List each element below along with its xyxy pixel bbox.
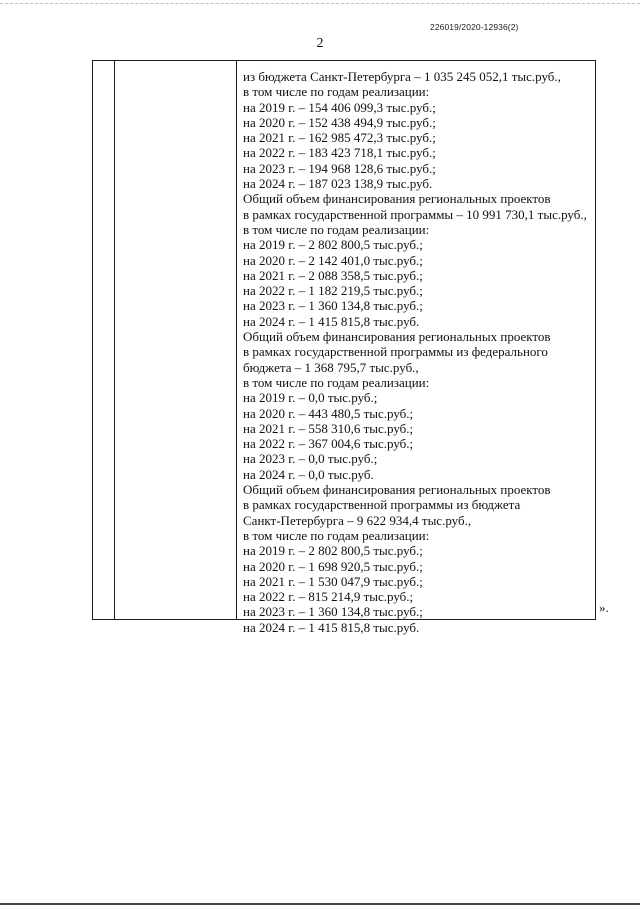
text-line: на 2021 г. – 2 088 358,5 тыс.руб.; [243, 267, 423, 283]
text-line: на 2023 г. – 1 360 134,8 тыс.руб.; [243, 604, 423, 620]
text-line: на 2023 г. – 1 360 134,8 тыс.руб.; [243, 298, 423, 314]
text-line: в том числе по годам реализации: [243, 527, 430, 543]
text-line: на 2019 г. – 154 406 099,3 тыс.руб.; [243, 99, 436, 115]
text-line: Общий объем финансирования региональных проектов [243, 329, 551, 345]
text-line: на 2020 г. – 152 438 494,9 тыс.руб.; [243, 114, 436, 130]
text-line: на 2020 г. – 1 698 920,5 тыс.руб.; [243, 558, 423, 574]
text-line: в том числе по годам реализации: [243, 374, 430, 390]
text-line: на 2019 г. – 0,0 тыс.руб.; [243, 390, 378, 406]
text-line: на 2024 г. – 187 023 138,9 тыс.руб. [243, 176, 433, 192]
text-line: на 2023 г. – 0,0 тыс.руб.; [243, 451, 378, 467]
text-line: на 2022 г. – 1 182 219,5 тыс.руб.; [243, 283, 423, 299]
scan-top-edge [0, 3, 640, 4]
budget-table [92, 60, 596, 635]
text-line: Общий объем финансирования региональных проектов [243, 482, 551, 498]
page-number: 2 [316, 36, 324, 51]
text-line: в рамках государственной программы – 10 991 730,1 тыс.руб., [243, 206, 587, 222]
text-line: на 2021 г. – 1 530 047,9 тыс.руб.; [243, 573, 423, 589]
text-line: на 2021 г. – 162 985 472,3 тыс.руб.; [243, 130, 436, 146]
text-line: в рамках государственной программы из федерального [243, 344, 548, 360]
text-line: на 2022 г. – 183 423 718,1 тыс.руб.; [243, 145, 436, 161]
text-line: на 2019 г. – 2 802 800,5 тыс.руб.; [243, 237, 423, 253]
text-line: Общий объем финансирования региональных проектов [243, 191, 551, 207]
text-line: на 2023 г. – 194 968 128,6 тыс.руб.; [243, 160, 436, 176]
text-line: на 2024 г. – 1 415 815,8 тыс.руб. [243, 313, 420, 329]
text-line: Санкт-Петербурга – 9 622 934,4 тыс.руб., [243, 512, 472, 528]
text-line: в том числе по годам реализации: [243, 221, 430, 237]
text-line: на 2022 г. – 815 214,9 тыс.руб.; [243, 589, 414, 605]
text-line: на 2020 г. – 443 480,5 тыс.руб.; [243, 405, 414, 421]
text-line: на 2019 г. – 2 802 800,5 тыс.руб.; [243, 543, 423, 559]
text-line: в том числе по годам реализации: [243, 84, 430, 100]
text-line: из бюджета Санкт-Петербурга – 1 035 245 052,1 тыс.руб., [243, 69, 561, 84]
financing-text-cell [243, 69, 593, 635]
text-line: на 2022 г. – 367 004,6 тыс.руб.; [243, 436, 414, 452]
text-line: на 2024 г. – 0,0 тыс.руб. [243, 466, 374, 482]
table-column-divider-2 [236, 61, 237, 619]
closing-quote: ». [599, 600, 609, 615]
text-line: бюджета – 1 368 795,7 тыс.руб., [243, 359, 419, 375]
text-line: на 2020 г. – 2 142 401,0 тыс.руб.; [243, 252, 423, 268]
text-line: на 2021 г. – 558 310,6 тыс.руб.; [243, 420, 414, 436]
text-line: на 2024 г. – 1 415 815,8 тыс.руб. [243, 619, 420, 635]
text-line: в рамках государственной программы из бюджета [243, 497, 521, 513]
table-column-divider-1 [114, 61, 115, 619]
document-number: 226019/2020-12936(2) [430, 22, 519, 32]
